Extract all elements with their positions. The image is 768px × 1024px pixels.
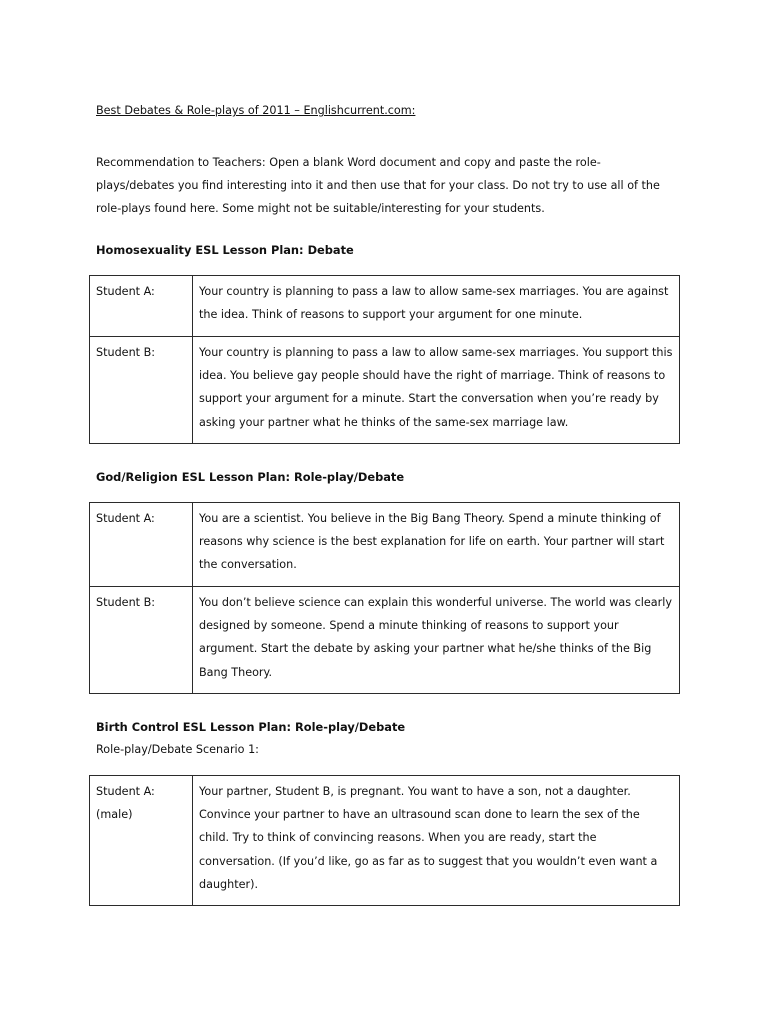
document-title: Best Debates & Role-plays of 2011 – Englishcurrent.com: [96,104,416,117]
table-row [90,776,680,906]
instruction-cell: You are a scientist. You believe in the Big Bang Theory. Spend a minute thinking of reasons why science is the best explanation for life on earth. Your partner will start the conversation. [193,503,680,587]
instruction-cell: Your country is planning to pass a law to allow same-sex marriages. You are against the idea. Think of reasons to support your argument for one minute. [193,276,680,337]
role-cell: Student A: [90,276,193,337]
section-heading-religion: God/Religion ESL Lesson Plan: Role-play/Debate [96,470,405,484]
role-cell: Student A: [90,503,193,587]
section-heading-birth-control: Birth Control ESL Lesson Plan: Role-play/Debate [96,720,406,734]
role-note: (male) [96,808,133,822]
role-cell: Student B: [90,337,193,444]
role-cell [90,776,193,906]
table-row [90,587,680,694]
table-row [90,276,680,337]
table-row [90,337,680,444]
birth-control-roleplay-table [89,775,680,906]
teacher-recommendation: Recommendation to Teachers: Open a blank Word document and copy and paste the role-plays/debates you find interesting into it and then use that for your class. Do not try to use all of the role-plays found here. Some might not be suitable/interesting for your students. [96,156,660,216]
role-cell: Student B: [90,587,193,694]
religion-debate-table [89,502,680,694]
instruction-cell: Your country is planning to pass a law to allow same-sex marriages. You support this idea. You believe gay people should have the right of marriage. Think of reasons to support your argument for a minute. Start the conversation when you’re ready by asking your partner what he thinks of the same-sex marriage law. [193,337,680,444]
section-heading-homosexuality: Homosexuality ESL Lesson Plan: Debate [96,243,354,257]
instruction-cell: You don’t believe science can explain this wonderful universe. The world was clearly designed by someone. Spend a minute thinking of reasons to support your argument. Start the debate by asking your partner what he/she thinks of the Big Bang Theory. [193,587,680,694]
scenario-label: Role-play/Debate Scenario 1: [96,743,259,756]
table-row [90,503,680,587]
homosexuality-debate-table [89,275,680,444]
role-label: Student A: [96,785,155,798]
instruction-cell: Your partner, Student B, is pregnant. You want to have a son, not a daughter. Convince your partner to have an ultrasound scan done to learn the sex of the child. Try to think of convincing reasons. When you are ready, start the conversation. (If you’d like, go as far as to suggest that you wouldn’t even want a daughter). [193,776,680,906]
